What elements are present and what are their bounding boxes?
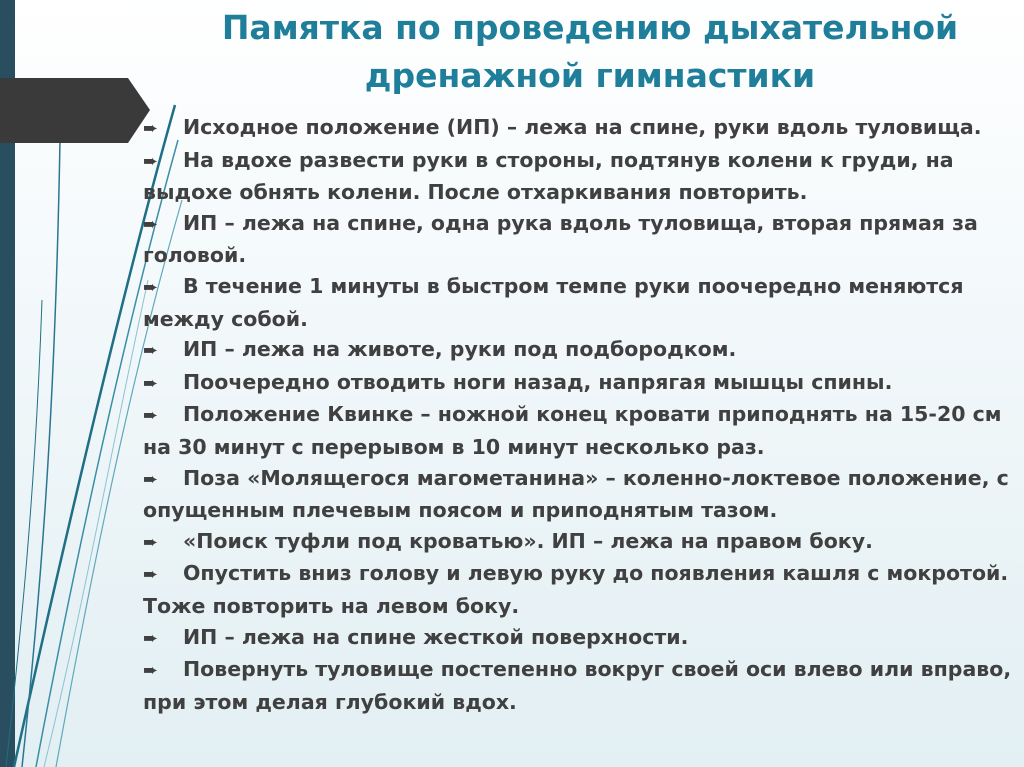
arrow-bullet-icon: ➨	[143, 150, 159, 172]
arrow-bullet-icon: ➨	[143, 660, 159, 682]
item-text: «Поиск туфли под кроватью». ИП – лежа на правом боку.	[183, 528, 873, 553]
title-line-2: дренажной гимнастики	[364, 56, 816, 95]
arrow-bullet-icon: ➨	[143, 276, 159, 298]
arrow-bullet-icon: ➨	[143, 340, 159, 362]
list-item	[143, 558, 1021, 621]
item-text: Положение Квинке – ножной конец кровати приподнять на 15-20 см на 30 минут с перерывом в 10 минут несколько раз.	[143, 402, 1002, 459]
item-text: ИП – лежа на животе, руки под подбородком.	[183, 337, 737, 362]
list-item	[143, 208, 1021, 271]
item-text: ИП – лежа на спине жесткой поверхности.	[183, 624, 689, 649]
item-text: Повернуть туловище постепенно вокруг своей оси влево или вправо, при этом делая глубокий вдох.	[143, 657, 1012, 714]
exercise-list	[143, 112, 1021, 717]
list-item	[143, 654, 1021, 717]
list-item	[143, 622, 1021, 655]
list-item	[143, 112, 1021, 145]
item-text: Поза «Молящегося магометанина» – коленно-локтевое положение, с опущенным плечевым поясом и приподнятым тазом.	[143, 465, 1009, 523]
list-item	[143, 367, 1021, 400]
item-text: Опустить вниз голову и левую руку до появления кашля с мокротой. Тоже повторить на левом боку.	[143, 561, 1009, 618]
list-item	[143, 145, 1021, 208]
item-text: Исходное положение (ИП) – лежа на спине, руки вдоль туловища.	[183, 115, 982, 139]
arrow-bullet-icon: ➨	[143, 468, 159, 490]
title-tab-arrow	[0, 78, 150, 143]
list-item	[143, 334, 1021, 367]
item-text: Поочередно отводить ноги назад, напрягая мышцы спины.	[183, 369, 893, 394]
arrow-bullet-icon: ➨	[143, 372, 159, 394]
arrow-bullet-icon: ➨	[143, 118, 159, 139]
list-item	[143, 399, 1021, 462]
arrow-bullet-icon: ➨	[143, 405, 159, 427]
item-text: На вдохе развести руки в стороны, подтянув колени к груди, на выдохе обнять колени. После отхаркивания повторить.	[143, 147, 954, 205]
arrow-bullet-icon: ➨	[143, 627, 159, 649]
item-text: В течение 1 минуты в быстром темпе руки поочередно меняются между собой.	[143, 273, 964, 331]
list-item	[143, 526, 1021, 559]
list-item	[143, 271, 1021, 334]
arrow-bullet-icon: ➨	[143, 564, 159, 586]
arrow-bullet-icon: ➨	[143, 213, 159, 235]
list-item	[143, 463, 1021, 526]
title-line-1: Памятка по проведению дыхательной	[221, 8, 959, 47]
slide-title	[170, 4, 1010, 100]
item-text: ИП – лежа на спине, одна рука вдоль туловища, вторая прямая за головой.	[143, 210, 978, 268]
arrow-bullet-icon: ➨	[143, 531, 159, 553]
